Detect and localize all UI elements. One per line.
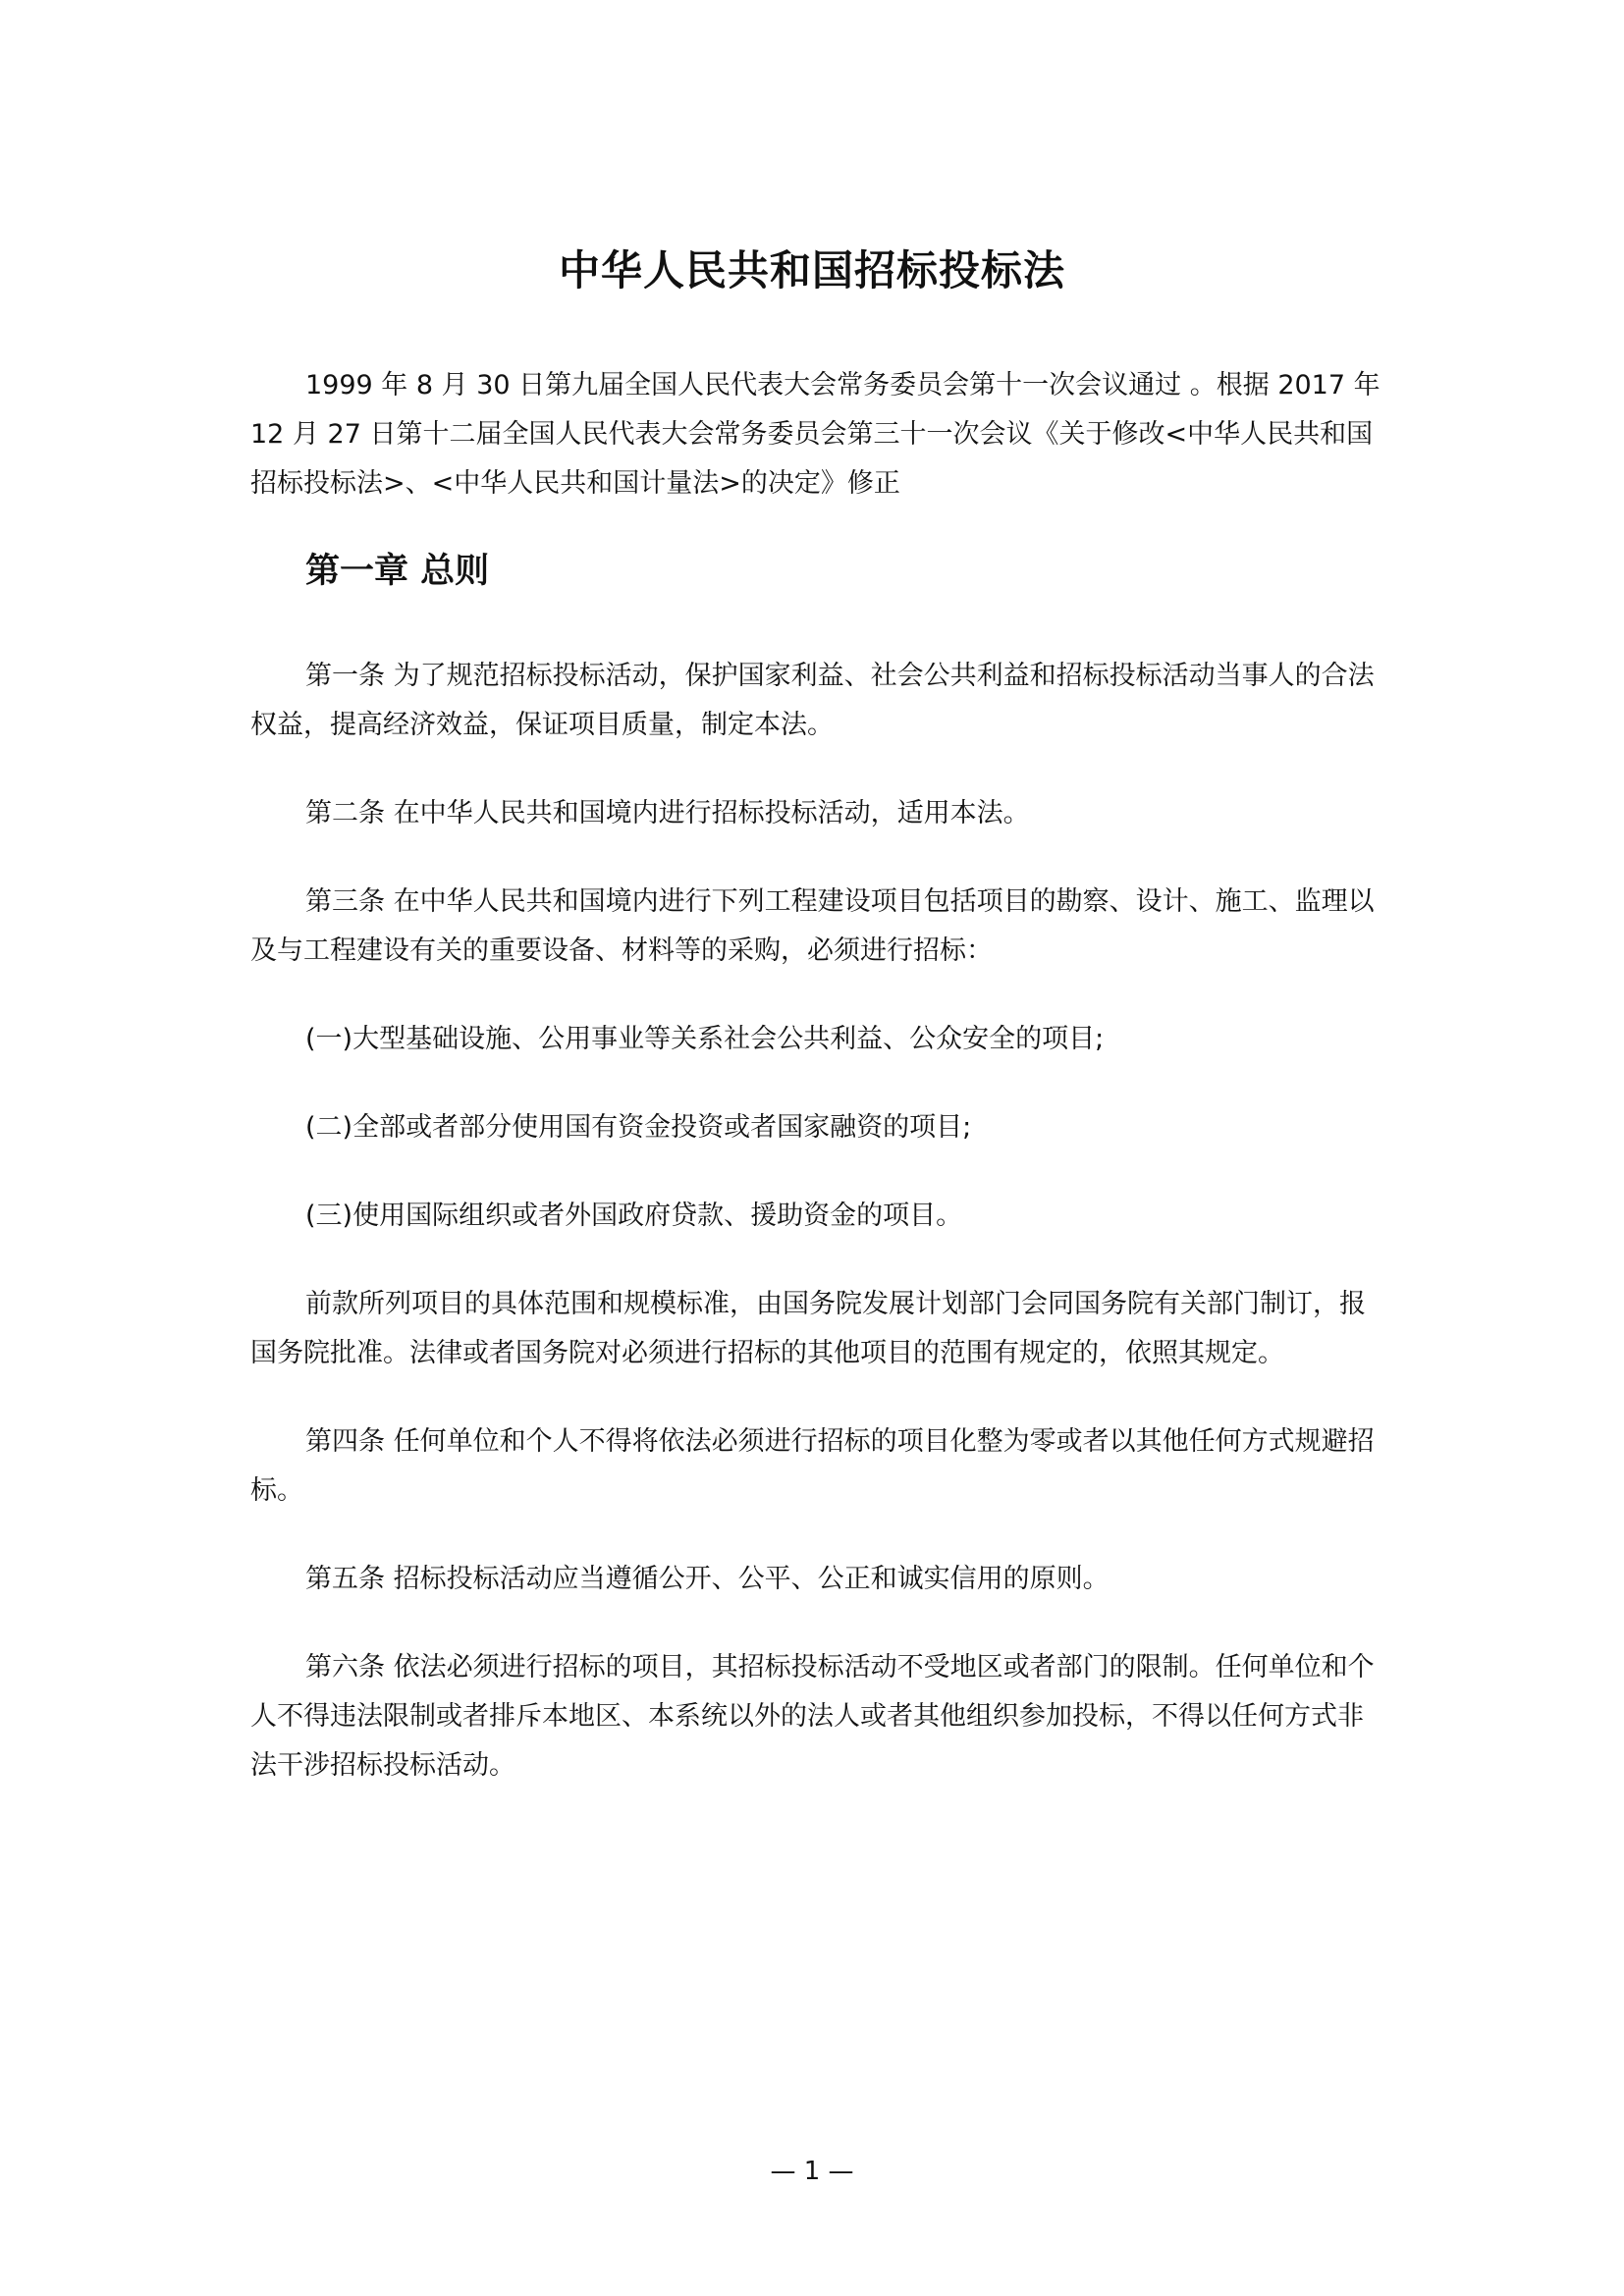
article-3-item-2: (二)全部或者部分使用国有资金投资或者国家融资的项目;: [305, 1112, 972, 1143]
article-3-item-3: (三)使用国际组织或者外国政府贷款、援助资金的项目。: [305, 1201, 963, 1231]
article-6-paragraph: 第六条 依法必须进行招标的项目，其招标投标活动不受地区或者部门的限制。任何单位和个人不得违法限制或者排斥本地区、本系统以外的法人或者其他组织参加投标，不得以任何方式非法干涉招标投标活动。: [250, 1652, 1375, 1781]
article-3-item-1: (一)大型基础设施、公用事业等关系社会公共利益、公众安全的项目;: [305, 1024, 1105, 1054]
article-5-paragraph: 第五条 招标投标活动应当遵循公开、公平、公正和诚实信用的原则。: [305, 1564, 1110, 1594]
article-3-paragraph: 第三条 在中华人民共和国境内进行下列工程建设项目包括项目的勘察、设计、施工、监理以及与工程建设有关的重要设备、材料等的采购，必须进行招标：: [250, 886, 1375, 966]
chapter-heading: 第一章 总则: [305, 552, 490, 591]
document-title: 中华人民共和国招标投标法: [558, 246, 1065, 294]
article-3-supplement: 前款所列项目的具体范围和规模标准，由国务院发展计划部门会同国务院有关部门制订，报国务院批准。法律或者国务院对必须进行招标的其他项目的范围有规定的，依照其规定。: [250, 1289, 1366, 1368]
preamble-paragraph: 1999 年 8 月 30 日第九届全国人民代表大会常务委员会第十一次会议通过 。根据 2017 年 12 月 27 日第十二届全国人民代表大会常务委员会第三十一次会议《关于修改<中华人民共和国招标投标法>、<中华人民共和国计量法>的决定》修正: [250, 370, 1380, 499]
page-number: — 1 —: [770, 2157, 854, 2186]
document-body: [250, 361, 1389, 1830]
article-1-paragraph: 第一条 为了规范招标投标活动，保护国家利益、社会公共利益和招标投标活动当事人的合法权益，提高经济效益，保证项目质量，制定本法。: [250, 661, 1375, 740]
article-4-paragraph: 第四条 任何单位和个人不得将依法必须进行招标的项目化整为零或者以其他任何方式规避招标。: [250, 1426, 1375, 1506]
article-2-paragraph: 第二条 在中华人民共和国境内进行招标投标活动，适用本法。: [305, 798, 1030, 828]
